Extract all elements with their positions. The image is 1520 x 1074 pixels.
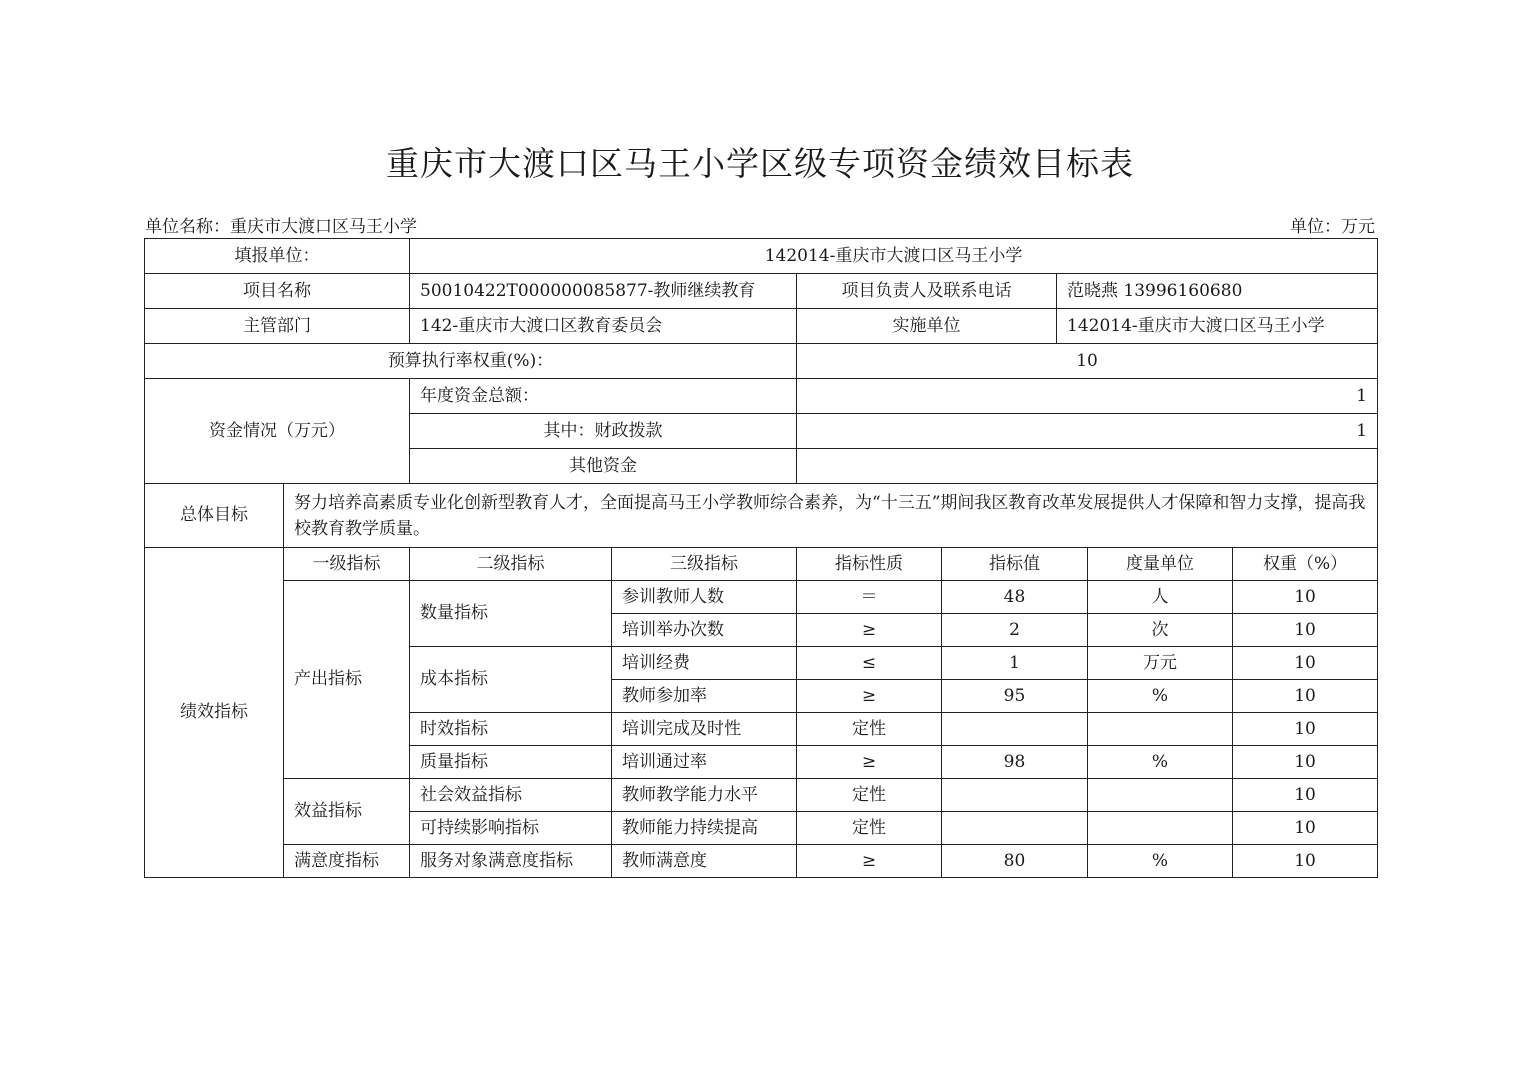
indicator-weight: 10 — [1233, 614, 1378, 647]
indicator-weight: 10 — [1233, 713, 1378, 746]
budget-weight-value: 10 — [797, 344, 1378, 379]
indicator-name: 培训通过率 — [612, 746, 797, 779]
indicator-name: 培训举办次数 — [612, 614, 797, 647]
indicator-unit — [1088, 779, 1233, 812]
level1-satisfaction: 满意度指标 — [284, 845, 410, 878]
table-row — [145, 845, 1378, 878]
funds-label: 资金情况（万元） — [145, 379, 410, 484]
header-level1: 一级指标 — [284, 548, 410, 581]
performance-target-table — [144, 238, 1378, 878]
goal-text: 努力培养高素质专业化创新型教育人才，全面提高马王小学教师综合素养，为“十三五”期间我区教育改革发展提供人才保障和智力支撑，提高我校教育教学质量。 — [284, 484, 1378, 548]
indicator-nature: 定性 — [797, 779, 942, 812]
indicator-weight: 10 — [1233, 812, 1378, 845]
indicator-unit — [1088, 713, 1233, 746]
fill-unit-row — [145, 239, 1378, 274]
budget-weight-row — [145, 344, 1378, 379]
indicator-nature: ≥ — [797, 614, 942, 647]
indicator-unit: 万元 — [1088, 647, 1233, 680]
table-row — [145, 581, 1378, 614]
indicator-unit — [1088, 812, 1233, 845]
indicator-value — [942, 713, 1088, 746]
project-name-value: 50010422T000000085877-教师继续教育 — [410, 274, 797, 309]
goal-label: 总体目标 — [145, 484, 284, 548]
indicator-nature: ＝ — [797, 581, 942, 614]
level2-quality: 质量指标 — [410, 746, 612, 779]
goal-row — [145, 484, 1378, 548]
manager-label: 项目负责人及联系电话 — [797, 274, 1057, 309]
indicator-nature: 定性 — [797, 713, 942, 746]
budget-weight-label: 预算执行率权重(%)： — [145, 344, 797, 379]
header-level3: 三级指标 — [612, 548, 797, 581]
indicator-value: 98 — [942, 746, 1088, 779]
funds-other-value — [797, 449, 1378, 484]
indicator-unit: % — [1088, 746, 1233, 779]
indicator-weight: 10 — [1233, 680, 1378, 713]
indicator-name: 培训完成及时性 — [612, 713, 797, 746]
indicators-label: 绩效指标 — [145, 548, 284, 878]
currency-unit: 单位：万元 — [1290, 217, 1375, 237]
dept-value: 142-重庆市大渡口区教育委员会 — [410, 309, 797, 344]
indicator-unit: % — [1088, 845, 1233, 878]
indicator-unit: % — [1088, 680, 1233, 713]
page-title: 重庆市大渡口区马王小学区级专项资金绩效目标表 — [386, 144, 1134, 183]
indicator-weight: 10 — [1233, 779, 1378, 812]
indicator-value: 2 — [942, 614, 1088, 647]
project-name-label: 项目名称 — [145, 274, 410, 309]
indicator-value: 1 — [942, 647, 1088, 680]
funds-fiscal-label: 其中：财政拨款 — [410, 414, 797, 449]
header-unit: 度量单位 — [1088, 548, 1233, 581]
indicator-value: 48 — [942, 581, 1088, 614]
indicator-nature: ≤ — [797, 647, 942, 680]
fill-unit-value: 142014-重庆市大渡口区马王小学 — [410, 239, 1378, 274]
indicator-unit: 次 — [1088, 614, 1233, 647]
impl-value: 142014-重庆市大渡口区马王小学 — [1057, 309, 1378, 344]
indicator-name: 参训教师人数 — [612, 581, 797, 614]
level2-timeliness: 时效指标 — [410, 713, 612, 746]
indicator-name: 培训经费 — [612, 647, 797, 680]
impl-label: 实施单位 — [797, 309, 1057, 344]
level2-service: 服务对象满意度指标 — [410, 845, 612, 878]
level2-cost: 成本指标 — [410, 647, 612, 713]
indicator-nature: ≥ — [797, 680, 942, 713]
level2-quantity: 数量指标 — [410, 581, 612, 647]
indicator-weight: 10 — [1233, 647, 1378, 680]
indicator-nature: ≥ — [797, 845, 942, 878]
indicator-header-row — [145, 548, 1378, 581]
level1-benefit: 效益指标 — [284, 779, 410, 845]
funds-other-label: 其他资金 — [410, 449, 797, 484]
dept-label: 主管部门 — [145, 309, 410, 344]
funds-total-label: 年度资金总额： — [410, 379, 797, 414]
header-nature: 指标性质 — [797, 548, 942, 581]
level1-output: 产出指标 — [284, 581, 410, 779]
indicator-name: 教师教学能力水平 — [612, 779, 797, 812]
table-row — [145, 779, 1378, 812]
funds-total-row — [145, 379, 1378, 414]
header-value: 指标值 — [942, 548, 1088, 581]
indicator-value: 95 — [942, 680, 1088, 713]
indicator-name: 教师参加率 — [612, 680, 797, 713]
indicator-value: 80 — [942, 845, 1088, 878]
level2-social: 社会效益指标 — [410, 779, 612, 812]
header-weight: 权重（%） — [1233, 548, 1378, 581]
indicator-weight: 10 — [1233, 746, 1378, 779]
dept-row — [145, 309, 1378, 344]
unit-name: 单位名称：重庆市大渡口区马王小学 — [145, 217, 417, 237]
fill-unit-label: 填报单位： — [145, 239, 410, 274]
indicator-value — [942, 779, 1088, 812]
indicator-name: 教师满意度 — [612, 845, 797, 878]
manager-value: 范晓燕 13996160680 — [1057, 274, 1378, 309]
project-name-row — [145, 274, 1378, 309]
header-level2: 二级指标 — [410, 548, 612, 581]
indicator-weight: 10 — [1233, 581, 1378, 614]
indicator-nature: ≥ — [797, 746, 942, 779]
indicator-name: 教师能力持续提高 — [612, 812, 797, 845]
indicator-weight: 10 — [1233, 845, 1378, 878]
indicator-value — [942, 812, 1088, 845]
indicator-unit: 人 — [1088, 581, 1233, 614]
funds-fiscal-value: 1 — [797, 414, 1378, 449]
funds-total-value: 1 — [797, 379, 1378, 414]
indicator-nature: 定性 — [797, 812, 942, 845]
level2-sustain: 可持续影响指标 — [410, 812, 612, 845]
